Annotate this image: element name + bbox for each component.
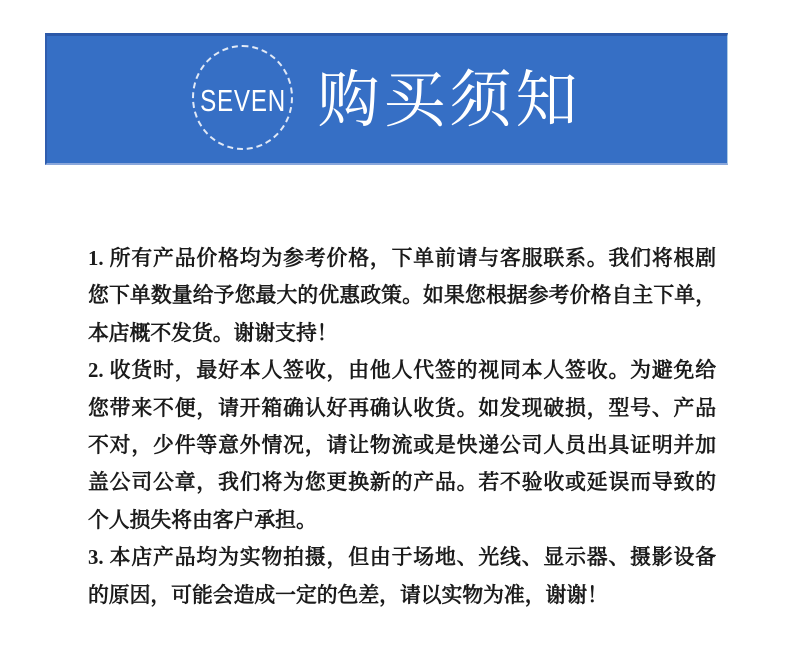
notice-line: 您下单数量给予您最大的优惠政策。如果您根据参考价格自主下单， [88, 284, 716, 308]
notice-line: 不对，少件等意外情况，请让物流或是快递公司人员出具证明并加 [88, 434, 716, 458]
notice-line: 1. 所有产品价格均为参考价格，下单前请与客服联系。我们将根剧 [88, 247, 716, 270]
notice-line: 本店概不发货。谢谢支持！ [88, 321, 338, 345]
notice-line: 2. 收货时，最好本人签收，由他人代签的视同本人签收。为避免给 [88, 359, 716, 383]
purchase-notice-banner [45, 33, 728, 165]
banner-title: 购买须知 [317, 66, 582, 135]
notice-line: 盖公司公章，我们将为您更换新的产品。若不验收或延误而导致的 [88, 471, 716, 495]
notice-line: 3. 本店产品均为实物拍摄，但由于场地、光线、显示器、摄影设备 [88, 546, 716, 570]
seven-logo-badge [192, 45, 293, 150]
seven-logo-text: SEVEN [200, 82, 286, 118]
notice-line: 个人损失将由客户承担。 [88, 508, 317, 532]
notice-text [88, 240, 716, 614]
notice-line: 您带来不便，请开箱确认好再确认收货。如发现破损，型号、产品 [88, 396, 716, 420]
notice-line: 的原因，可能会造成一定的色差，请以实物为准，谢谢！ [88, 583, 608, 607]
